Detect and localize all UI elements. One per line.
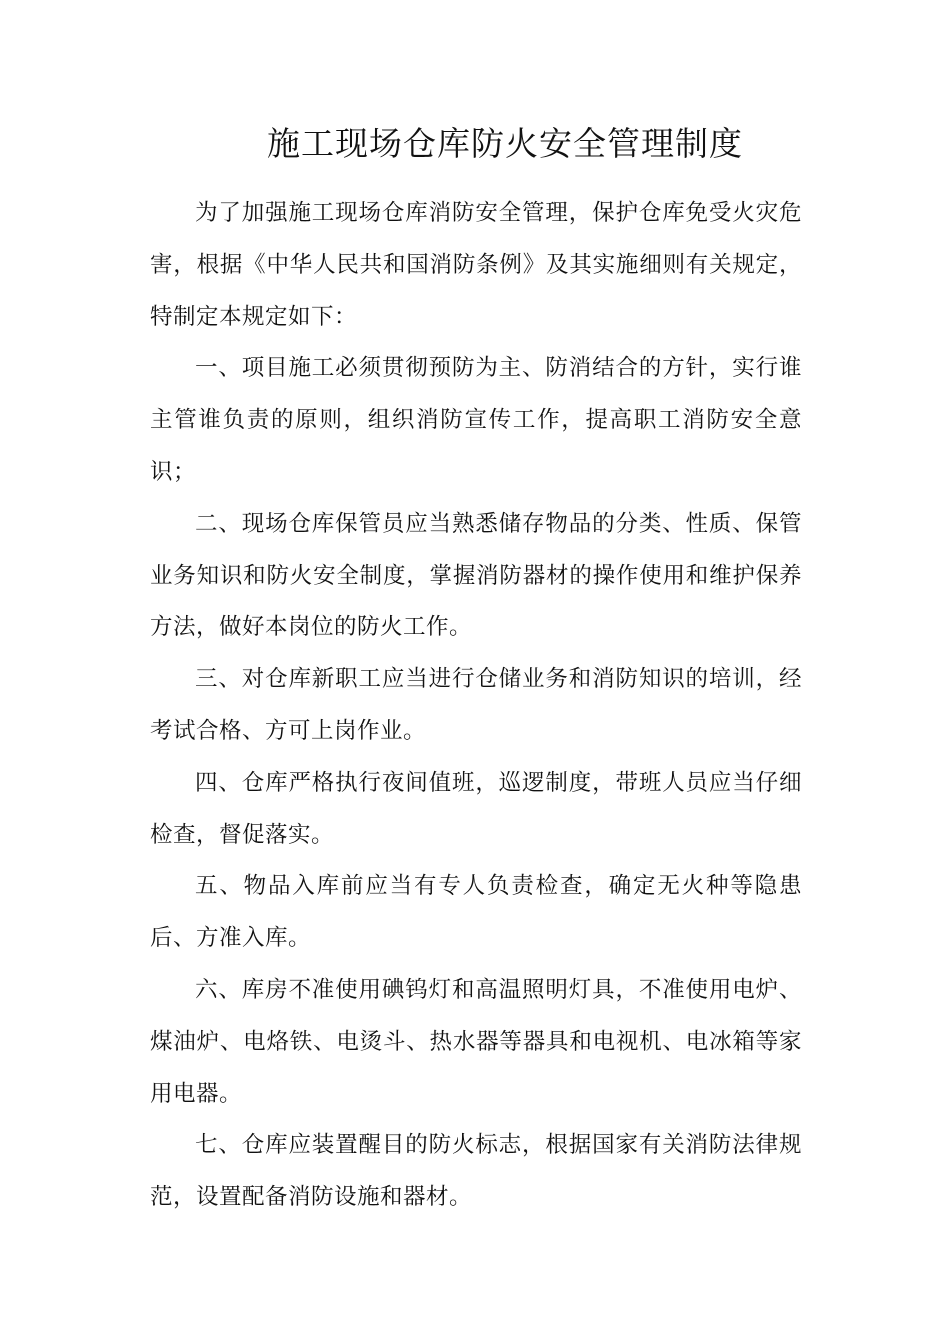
paragraph-intro: 为了加强施工现场仓库消防安全管理，保护仓库免受火灾危害，根据《中华人民共和国消防条例》及其实施细则有关规定，特制定本规定如下： (150, 200, 802, 330)
paragraph-rule-2: 二、现场仓库保管员应当熟悉储存物品的分类、性质、保管业务知识和防火安全制度，掌握消防器材的操作使用和维护保养方法，做好本岗位的防火工作。 (150, 510, 802, 641)
document-body (150, 188, 802, 1224)
paragraph-rule-7: 七、仓库应装置醒目的防火标志，根据国家有关消防法律规范，设置配备消防设施和器材。 (150, 1132, 802, 1211)
document-title: 施工现场仓库防火安全管理制度 (267, 124, 743, 163)
paragraph-rule-3: 三、对仓库新职工应当进行仓储业务和消防知识的培训，经考试合格、方可上岗作业。 (150, 666, 802, 744)
paragraph-rule-4: 四、仓库严格执行夜间值班，巡逻制度，带班人员应当仔细检查，督促落实。 (150, 769, 802, 848)
paragraph-rule-6: 六、库房不准使用碘钨灯和高温照明灯具，不准使用电炉、煤油炉、电烙铁、电烫斗、热水器等器具和电视机、电冰箱等家用电器。 (150, 976, 802, 1107)
paragraph-rule-1: 一、项目施工必须贯彻预防为主、防消结合的方针，实行谁主管谁负责的原则，组织消防宣传工作，提高职工消防安全意识； (150, 355, 802, 485)
paragraph-rule-5: 五、物品入库前应当有专人负责检查，确定无火种等隐患后、方准入库。 (150, 873, 802, 952)
